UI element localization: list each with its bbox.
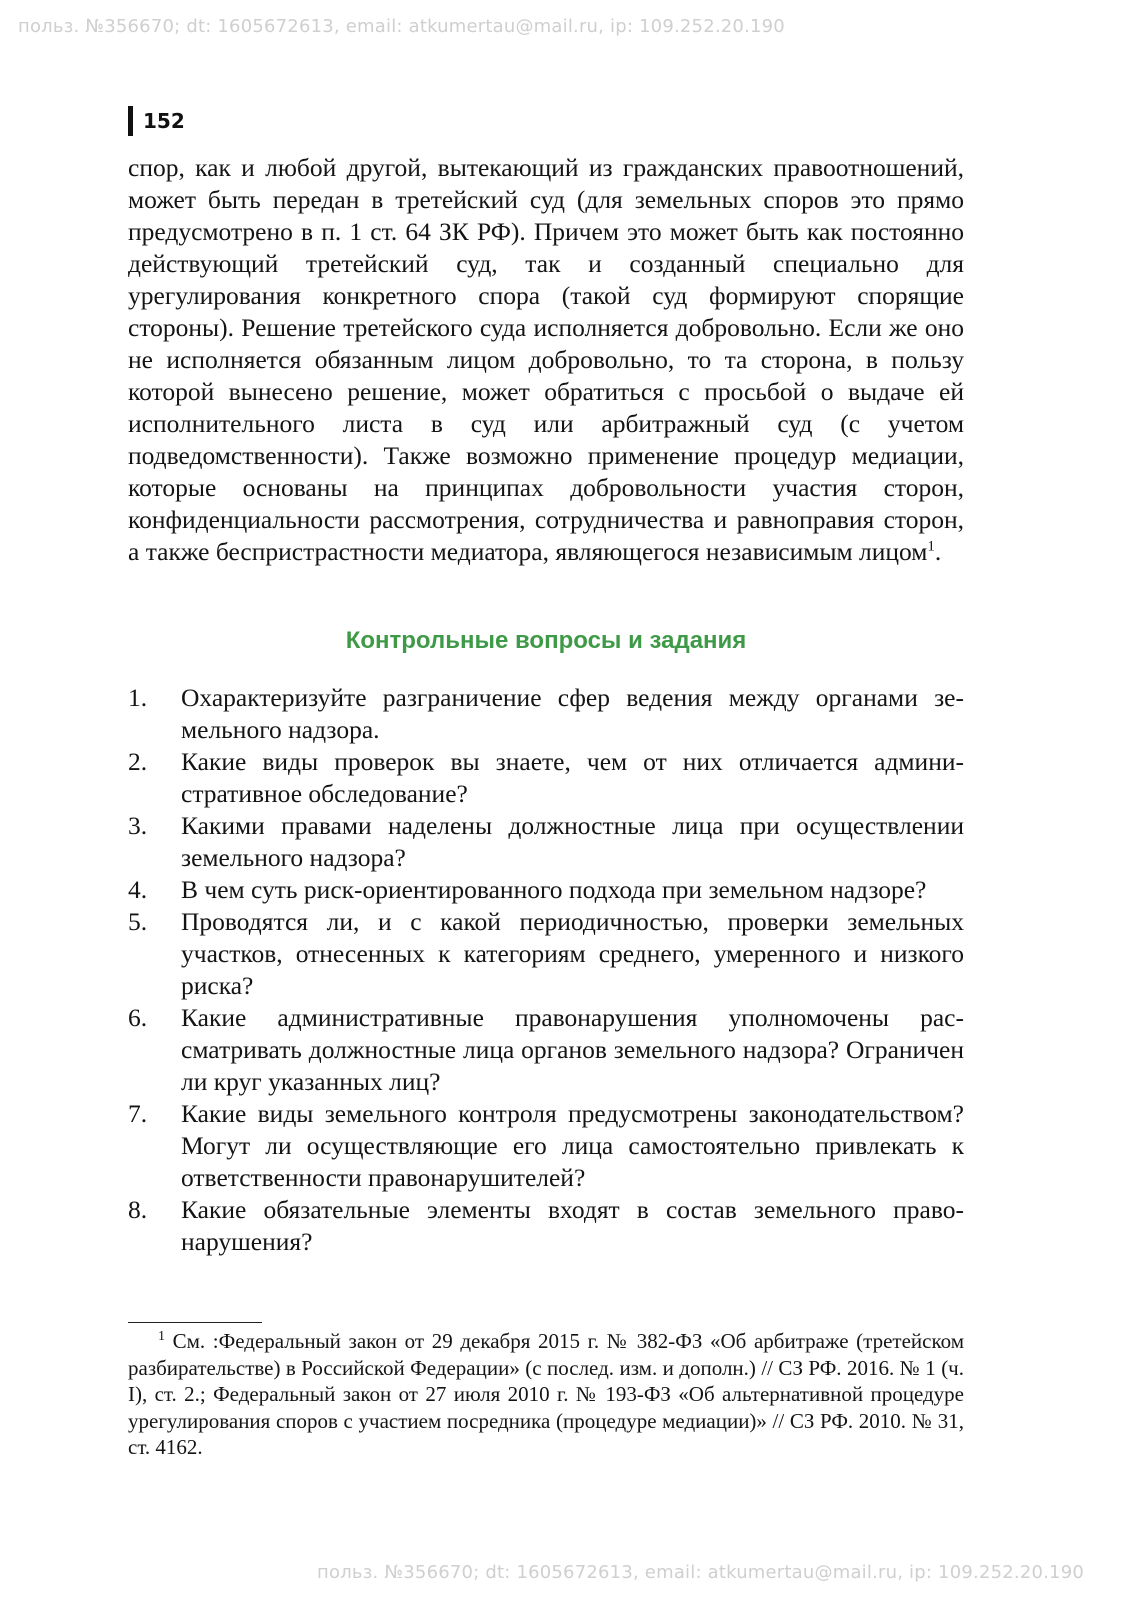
question-text: Какие виды земельного контроля предусмотрены законодательством? Могут ли осуществляющие его лица самостоятельно привлекать к ответственности правонарушителей?	[181, 1099, 964, 1192]
question-text: Проводятся ли, и с какой периодичностью, проверки земельных участков, отнесенных к категориям среднего, умеренного и низкого риска?	[181, 907, 964, 1000]
section-heading: Контрольные вопросы и задания	[345, 627, 747, 654]
question-number: 1.	[128, 683, 148, 712]
page-number-bar	[128, 106, 133, 136]
question-text: Охарактеризуйте разграничение сфер ведения между органами земельного надзора.	[181, 683, 964, 744]
body-paragraph	[128, 152, 964, 568]
footnote-divider	[128, 1322, 262, 1323]
watermark-top: польз. №356670; dt: 1605672613, email: atkumertau@mail.ru, ip: 109.252.20.190	[18, 16, 785, 37]
questions-list	[128, 682, 964, 1258]
question-number: 3.	[128, 811, 148, 840]
question-item	[128, 810, 964, 874]
question-number: 5.	[128, 907, 148, 936]
footnote	[128, 1328, 964, 1461]
footnote-marker: 1	[158, 1329, 165, 1344]
body-paragraph-text: спор, как и любой другой, вытекающий из гражданских правоотношений, может быть передан в третейский суд (для земельных споров это прямо предусмотрено в п. 1 ст. 64 ЗК РФ). Причем это может быть как постоянно действующий третейский суд, так и созданный специально для урегулирования конкретного спора (такой суд формируют спорящие стороны). Решение третейского суда исполняется добровольно. Если же оно не исполняется обязанным лицом добровольно, то та сторона, в пользу которой вынесено решение, может обратиться с просьбой о выдаче ей исполнительного листа в суд или арбитражный суд (с учетом подведомственности). Также возможно применение процедур медиации, которые основаны на принципах добровольности участия сторон, конфиденциальности рассмотрения, сотрудничества и равноправия сторон, а также беспристрастности медиатора, являющегося независимым лицом	[128, 153, 964, 566]
body-paragraph-end: .	[934, 537, 942, 566]
question-number: 6.	[128, 1003, 148, 1032]
question-text: Какие обязательные элементы входят в состав земельного правонарушения?	[181, 1195, 964, 1256]
question-text: В чем суть риск-ориентированного подхода при земельном надзоре?	[181, 875, 927, 904]
page-number: 152	[143, 109, 185, 133]
question-number: 7.	[128, 1099, 148, 1128]
question-text: Какие виды проверок вы знаете, чем от них отличается административное обследование?	[181, 747, 964, 808]
page-number-block	[128, 106, 185, 136]
footnote-reference[interactable]: 1	[927, 538, 935, 555]
question-number: 8.	[128, 1195, 148, 1224]
question-number: 4.	[128, 875, 148, 904]
question-item	[128, 746, 964, 810]
question-item	[128, 682, 964, 746]
question-item	[128, 1194, 964, 1258]
question-text: Какими правами наделены должностные лица при осуществлении земельного надзора?	[181, 811, 964, 872]
question-number: 2.	[128, 747, 148, 776]
footnote-text: См. :Федеральный закон от 29 декабря 2015 г. № 382-ФЗ «Об арбитраже (третейском разбирательстве) в Российской Федерации» (с послед. изм. и дополн.) // СЗ РФ. 2016. № 1 (ч. I), ст. 2.; Федеральный закон от 27 июля 2010 г. № 193-ФЗ «Об альтернативной процедуре урегулирования споров с участием посредника (процедуре медиации)» // СЗ РФ. 2010. № 31, ст. 4162.	[128, 1329, 964, 1459]
question-item	[128, 874, 964, 906]
question-item	[128, 1002, 964, 1098]
question-item	[128, 1098, 964, 1194]
watermark-bottom: польз. №356670; dt: 1605672613, email: atkumertau@mail.ru, ip: 109.252.20.190	[317, 1562, 1084, 1583]
question-text: Какие административные правонарушения уполномочены рассматривать должностные лица органов земельного надзора? Ограничен ли круг указанных лиц?	[181, 1003, 964, 1096]
question-item	[128, 906, 964, 1002]
